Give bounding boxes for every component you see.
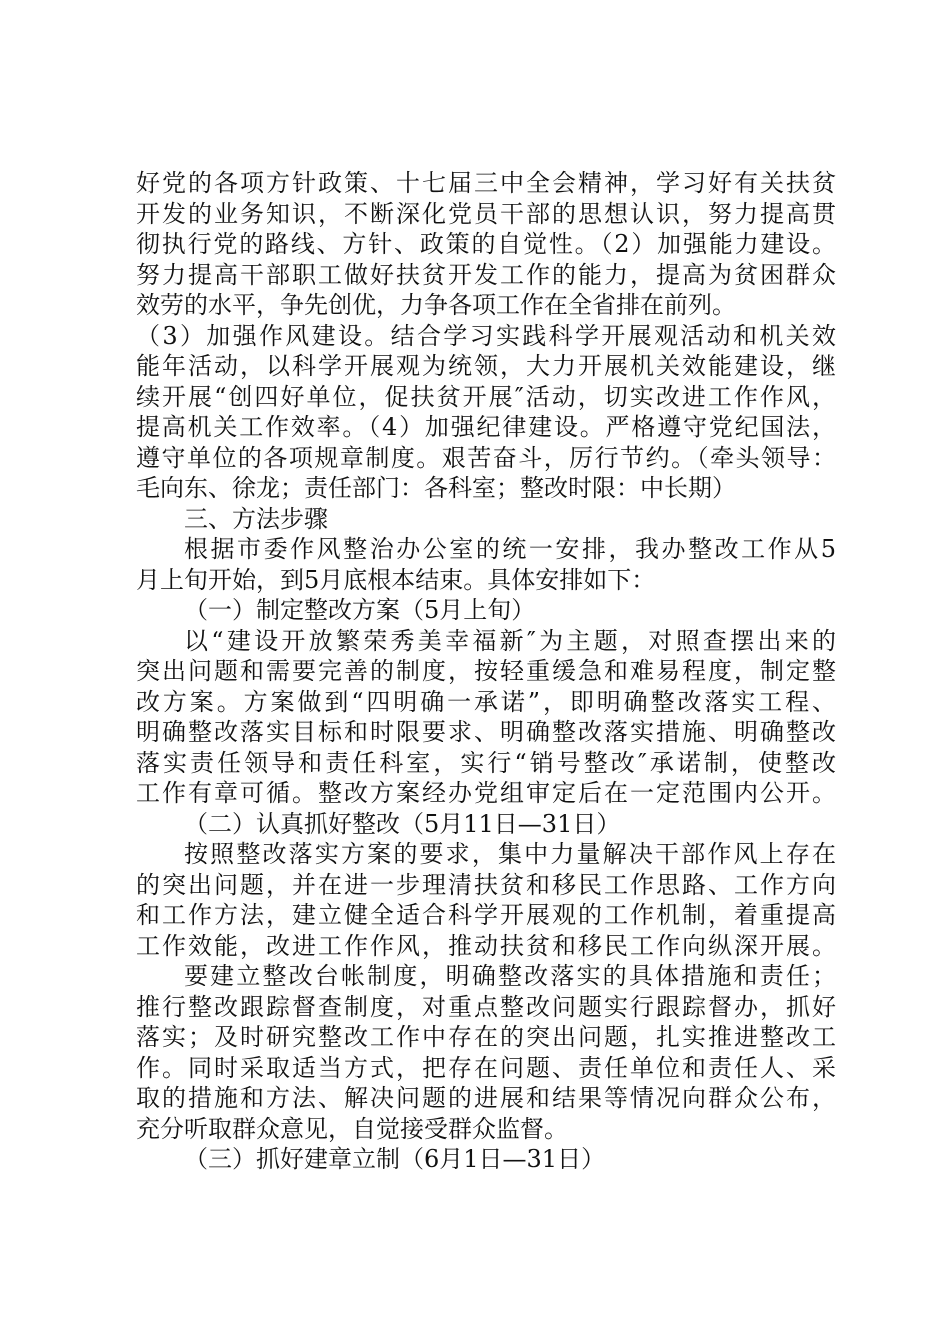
- text-line: 遵守单位的各项规章制度。艰苦奋斗，厉行节约。（牵头领导：: [136, 443, 836, 472]
- text-line: 的突出问题，并在进一步理清扶贫和移民工作思路、工作方向: [136, 870, 836, 899]
- text-line: 和工作方法，建立健全适合科学开展观的工作机制，着重提高: [136, 901, 836, 929]
- text-line: 取的措施和方法、解决问题的进展和结果等情况向群众公布，: [136, 1084, 836, 1112]
- text-line: 突出问题和需要完善的制度，按轻重缓急和难易程度，制定整: [136, 657, 836, 685]
- text-line: （3）加强作风建设。结合学习实践科学开展观活动和机关效: [136, 321, 836, 350]
- text-line: 效劳的水平，争先创优，力争各项工作在全省排在前列。: [136, 291, 736, 319]
- document-page: [136, 168, 836, 1175]
- text-line: 月上旬开始，到5月底根本结束。具体安排如下：: [136, 565, 656, 594]
- text-line: 改方案。方案做到“四明确一承诺”，即明确整改落实工程、: [136, 687, 836, 716]
- subsection-heading: （三）抓好建章立制（6月1日—31日）: [184, 1145, 606, 1173]
- text-line: 作。同时采取适当方式，把存在问题、责任单位和责任人、采: [136, 1053, 836, 1082]
- text-line: 毛向东、徐龙；责任部门：各科室；整改时限：中长期）: [136, 474, 736, 502]
- subsection-heading: （一）制定整改方案（5月上旬）: [184, 596, 536, 624]
- subsection-heading: （二）认真抓好整改（5月11日—31日）: [184, 809, 621, 838]
- text-line: 按照整改落实方案的要求，集中力量解决干部作风上存在: [184, 840, 836, 868]
- text-line: 努力提高干部职工做好扶贫开发工作的能力，提高为贫困群众: [136, 260, 836, 289]
- text-line: 要建立整改台帐制度，明确整改落实的具体措施和责任；: [184, 962, 836, 990]
- text-line: 落实责任领导和责任科室，实行“销号整改″承诺制，使整改: [136, 748, 836, 777]
- text-line: 明确整改落实目标和时限要求、明确整改落实措施、明确整改: [136, 718, 836, 746]
- text-line: 以“建设开放繁荣秀美幸福新″为主题，对照查摆出来的: [184, 626, 836, 655]
- text-line: 充分听取群众意见，自觉接受群众监督。: [136, 1114, 568, 1143]
- text-line: 续开展“创四好单位，促扶贫开展″活动，切实改进工作作风，: [136, 382, 836, 411]
- section-heading: 三、方法步骤: [184, 504, 328, 533]
- text-line: 推行整改跟踪督查制度，对重点整改问题实行跟踪督办，抓好: [136, 992, 836, 1021]
- text-line: 工作有章可循。整改方案经办党组审定后在一定范围内公开。: [136, 779, 836, 807]
- text-line: 好党的各项方针政策、十七届三中全会精神，学习好有关扶贫: [136, 169, 836, 197]
- text-line: 根据市委作风整治办公室的统一安排，我办整改工作从5: [184, 535, 836, 563]
- text-line: 能年活动，以科学开展观为统领，大力开展机关效能建设，继: [136, 352, 836, 380]
- text-line: 提高机关工作效率。（4）加强纪律建设。严格遵守党纪国法，: [136, 413, 836, 441]
- text-line: 开发的业务知识，不断深化党员干部的思想认识，努力提高贯: [136, 199, 836, 228]
- text-line: 工作效能，改进工作作风，推动扶贫和移民工作向纵深开展。: [136, 931, 836, 960]
- text-line: 彻执行党的路线、方针、政策的自觉性。（2）加强能力建设。: [136, 230, 836, 258]
- text-line: 落实；及时研究整改工作中存在的突出问题，扎实推进整改工: [136, 1023, 836, 1051]
